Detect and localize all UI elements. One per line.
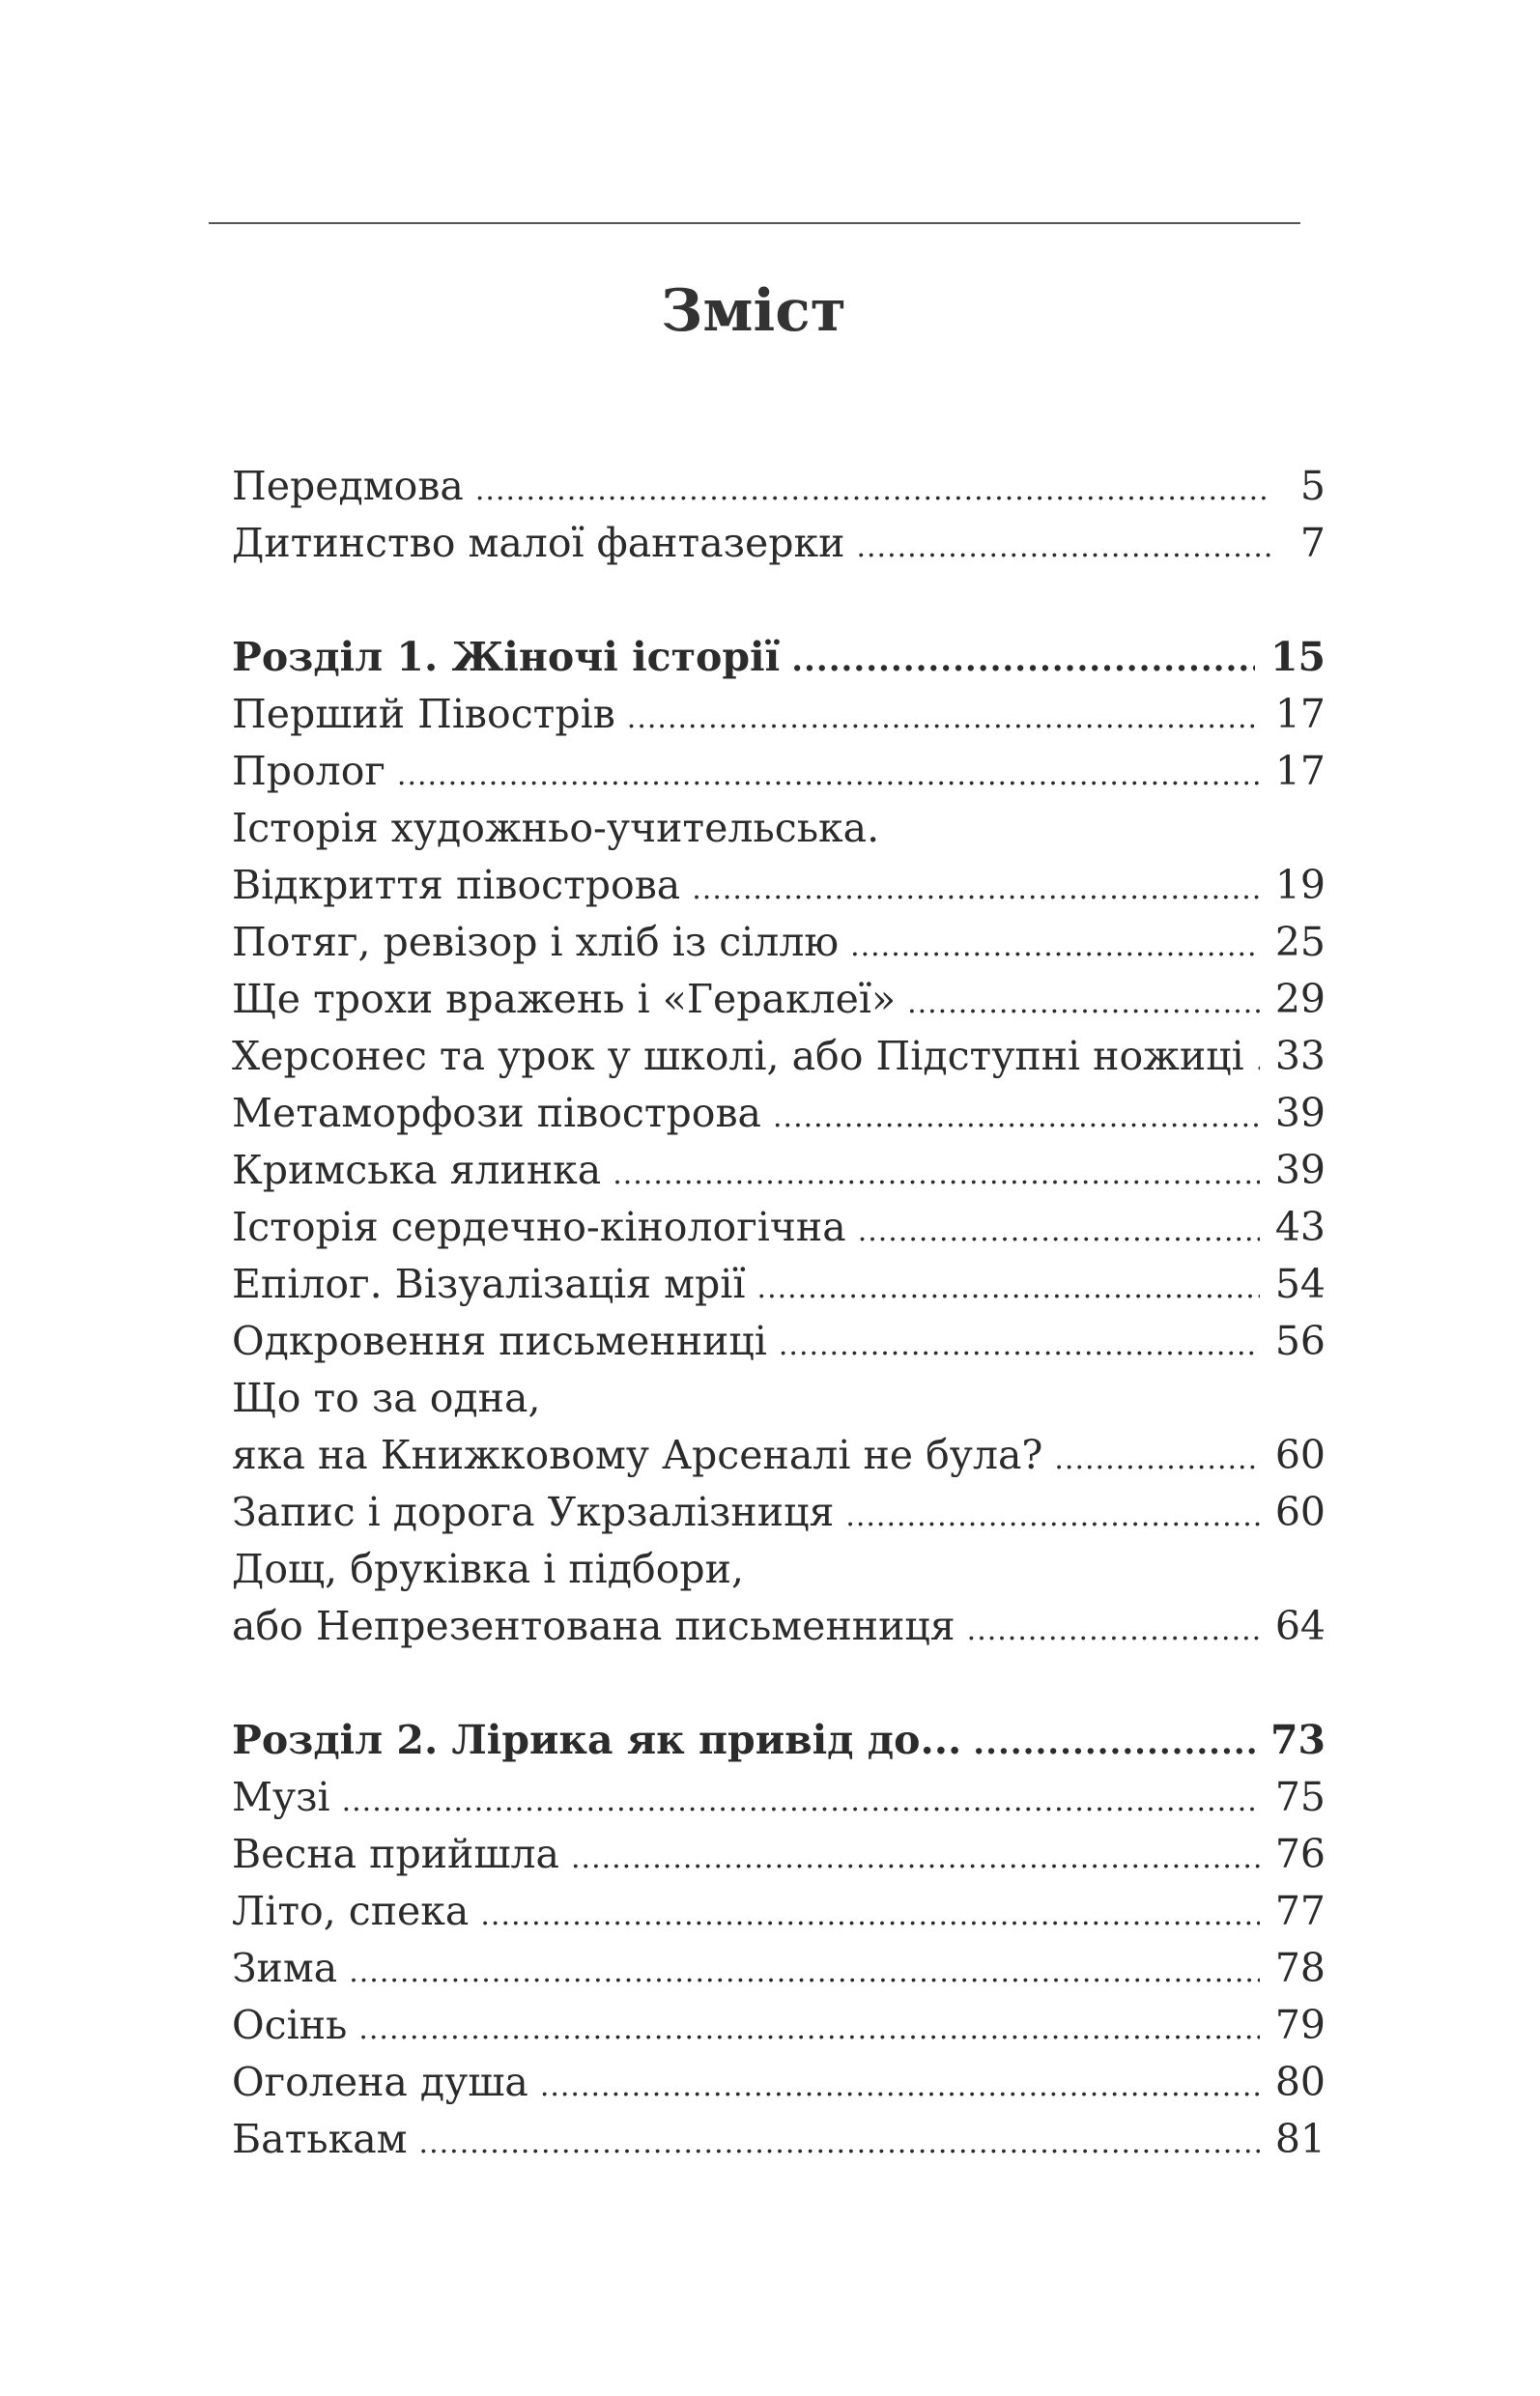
dot-leader [850, 914, 1260, 975]
toc-entry [232, 1883, 1326, 1940]
toc-page-number: 17 [1274, 691, 1326, 737]
toc-entry [232, 1598, 1326, 1655]
toc-page-number: 78 [1274, 1945, 1326, 1991]
toc-entry [232, 1256, 1326, 1313]
toc-page-number: 15 [1269, 634, 1326, 680]
dot-leader [967, 1598, 1260, 1659]
dot-leader [480, 1883, 1259, 1944]
toc-entry-title: Ще трохи вражень і «Гераклеї» [232, 976, 897, 1022]
dot-leader [907, 971, 1260, 1032]
toc-page-number: 54 [1274, 1261, 1326, 1307]
dot-leader [1054, 1427, 1259, 1488]
toc-entry-title: Розділ 1. Жіночі історії [232, 634, 781, 680]
page-title: Зміст [661, 277, 846, 345]
toc-entry-title: Дощ, бруківка і підбори, [232, 1546, 744, 1592]
toc-entry [232, 1940, 1326, 1997]
toc-page-number: 60 [1274, 1432, 1326, 1478]
toc-entry-title: Епілог. Візуалізація мрії [232, 1261, 746, 1307]
toc-entry-title: Пролог [232, 748, 385, 794]
toc-page-number: 39 [1274, 1147, 1326, 1193]
dot-leader [475, 458, 1271, 519]
dot-leader [613, 1142, 1260, 1203]
dot-leader [858, 1199, 1260, 1260]
toc-entry-title: Батькам [232, 2116, 408, 2162]
toc-page-number: 19 [1274, 862, 1326, 908]
toc-entry-title: Відкриття півострова [232, 862, 681, 908]
toc-entry [232, 458, 1326, 515]
dot-leader [845, 1484, 1260, 1545]
toc-page-number: 25 [1274, 919, 1326, 965]
toc-entry-title: Що то за одна, [232, 1375, 541, 1421]
toc-page-number: 80 [1274, 2059, 1326, 2105]
dot-leader [692, 857, 1260, 918]
toc-entry-title: Осінь [232, 2002, 348, 2048]
toc-page-number: 81 [1274, 2116, 1326, 2162]
dot-leader [779, 1313, 1260, 1374]
toc-page-number: 56 [1274, 1318, 1326, 1364]
toc-entry-title: Розділ 2. Лірика як привід до... [232, 1717, 962, 1763]
dot-leader [342, 1769, 1260, 1830]
toc-entry [232, 1313, 1326, 1370]
toc-entry [232, 743, 1326, 800]
toc-entry [232, 971, 1326, 1028]
toc-page-number: 5 [1299, 463, 1326, 509]
dot-leader [358, 1997, 1259, 2058]
toc-entry [232, 1541, 1326, 1598]
header-rule [209, 222, 1300, 224]
toc-entry-title: Оголена душа [232, 2059, 528, 2105]
toc-entry [232, 1769, 1326, 1826]
dot-leader [973, 1712, 1255, 1772]
toc-entry-title: Перший Півострів [232, 691, 615, 737]
toc-entry [232, 857, 1326, 914]
toc-page-number: 29 [1274, 976, 1326, 1022]
toc-entry [232, 1142, 1326, 1199]
toc-entry [232, 1370, 1326, 1427]
dot-leader [419, 2111, 1260, 2172]
table-of-contents [232, 458, 1326, 2168]
toc-page-number: 77 [1274, 1888, 1326, 1934]
toc-page-number: 79 [1274, 2002, 1326, 2048]
toc-entry-title: Потяг, ревізор і хліб із сіллю [232, 919, 840, 965]
toc-page-number: 43 [1274, 1204, 1326, 1250]
toc-entry [232, 1085, 1326, 1142]
toc-entry-title: Кримська ялинка [232, 1147, 602, 1193]
dot-leader [349, 1940, 1260, 2001]
toc-page-number: 17 [1274, 748, 1326, 794]
toc-entry [232, 1484, 1326, 1541]
toc-page-number: 75 [1274, 1774, 1326, 1820]
toc-page-number: 60 [1274, 1489, 1326, 1535]
toc-entry [232, 686, 1326, 743]
toc-entry-title: Дитинство малої фантазерки [232, 520, 845, 566]
dot-leader [627, 686, 1260, 747]
dot-leader [773, 1085, 1260, 1146]
toc-entry [232, 800, 1326, 857]
toc-page-number: 64 [1274, 1603, 1326, 1649]
toc-entry [232, 1826, 1326, 1883]
toc-entry-title: Передмова [232, 463, 464, 509]
toc-entry [232, 2111, 1326, 2168]
toc-entry-title: Весна прийшла [232, 1831, 559, 1877]
toc-page-number: 73 [1269, 1717, 1326, 1763]
toc-entry [232, 515, 1326, 572]
toc-entry-title: Історія художньо-учительська. [232, 805, 880, 851]
toc-entry [232, 1427, 1326, 1484]
toc-entry-title: Історія сердечно-кінологічна [232, 1204, 846, 1250]
toc-entry-title: або Непрезентована письменниця [232, 1603, 955, 1649]
toc-entry [232, 1199, 1326, 1256]
toc-page-number: 39 [1274, 1090, 1326, 1136]
toc-entry [232, 2054, 1326, 2111]
toc-entry-title: Музі [232, 1774, 330, 1820]
toc-entry-title: Літо, спека [232, 1888, 470, 1934]
toc-page-number: 33 [1274, 1033, 1326, 1079]
dot-leader [757, 1256, 1260, 1317]
toc-page-number: 76 [1274, 1831, 1326, 1877]
dot-leader [540, 2054, 1260, 2115]
toc-entry [232, 1028, 1326, 1085]
dot-leader [856, 515, 1271, 576]
toc-entry [232, 1997, 1326, 2054]
dot-leader [571, 1826, 1260, 1887]
toc-entry-title: Зима [232, 1945, 338, 1991]
toc-entry-title: Метаморфози півострова [232, 1090, 761, 1136]
toc-entry-title: Одкровення письменниці [232, 1318, 767, 1364]
toc-entry-title: Херсонес та урок у школі, або Підступні ножиці [232, 1033, 1244, 1079]
toc-section-heading [232, 1712, 1326, 1769]
toc-entry-title: яка на Книжковому Арсеналі не була? [232, 1432, 1043, 1478]
toc-page-number: 7 [1299, 520, 1326, 566]
toc-entry-title: Запис і дорога Укрзалізниця [232, 1489, 835, 1535]
dot-leader [791, 629, 1255, 689]
toc-section-heading [232, 629, 1326, 686]
dot-leader [397, 743, 1260, 804]
toc-entry [232, 914, 1326, 971]
